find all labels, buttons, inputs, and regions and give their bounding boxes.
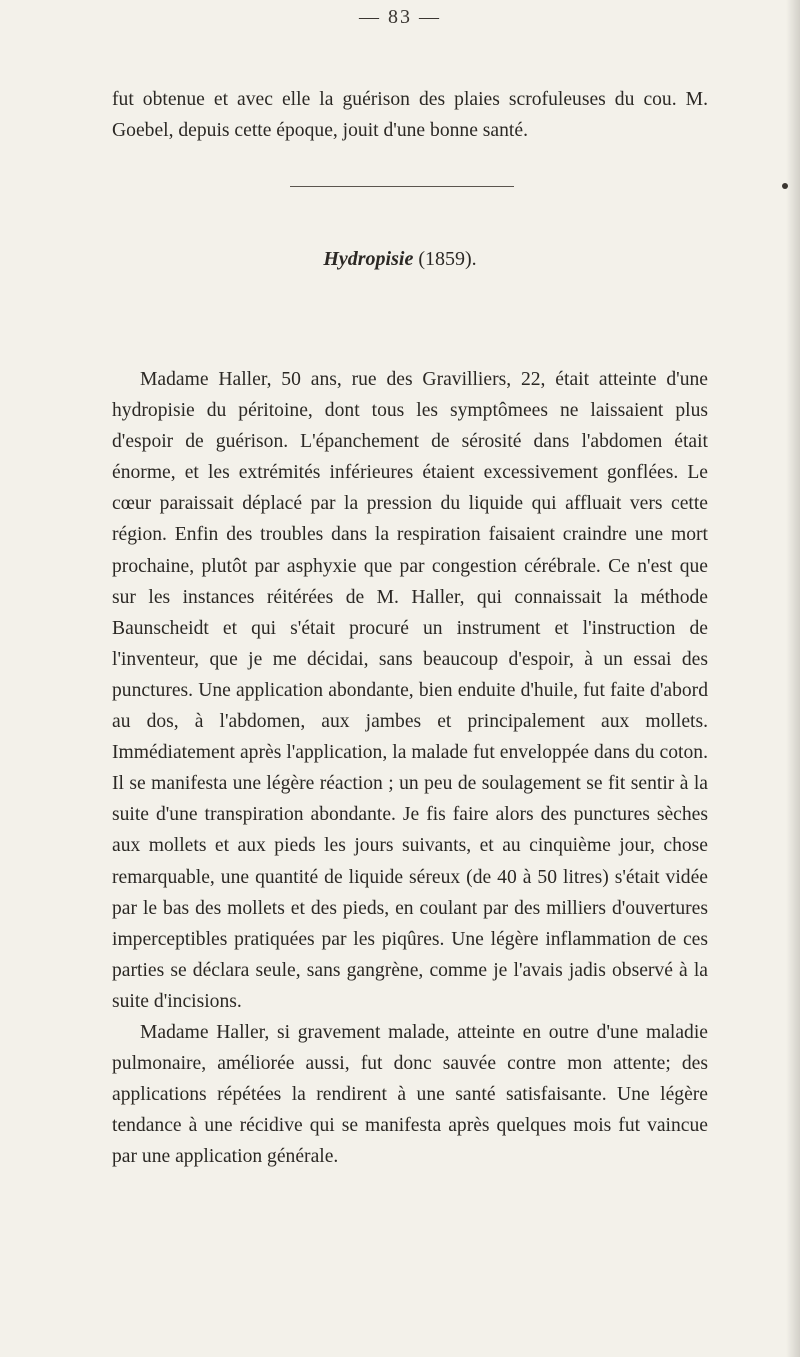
body-text [112,364,708,1172]
page-edge-shadow [786,0,800,1357]
body-paragraph: Madame Haller, 50 ans, rue des Gravilliers, 22, était atteinte d'une hydropisie du péritoine, dont tous les symptômees ne laissaient plus d'espoir de guérison. L'épanchement de sérosité dans l'abdomen était énorme, et les extrémités inférieures étaient excessivement gonflées. Le cœur paraissait déplacé par la pression du liquide qui affluait vers cette région. Enfin des troubles dans la respiration faisaient craindre une mort prochaine, plutôt par asphyxie que par congestion cérébrale. Ce n'est que sur les instances réitérées de M. Haller, qui connaissait la méthode Baunscheidt et qui s'était procuré un instrument et l'instruction de l'inventeur, que je me décidai, sans beaucoup d'espoir, à un essai des punctures. Une application abondante, bien enduite d'huile, fut faite d'abord au dos, à l'abdomen, aux jambes et principalement aux mollets. Immédiatement après l'application, la malade fut enveloppée dans du coton. Il se manifesta une légère réaction ; un peu de soulagement se fit sentir à la suite d'une transpiration abondante. Je fis faire alors des punctures sèches aux mollets et aux pieds les jours suivants, et au cinquième jour, chose remarquable, une quantité de liquide séreux (de 40 à 50 litres) s'était vidée par le bas des mollets et des pieds, en coulant par des milliers d'ouvertures imperceptibles pratiquées par les piqûres. Une légère inflammation de ces parties se déclara seule, sans gangrène, comme je l'avais jadis observé à la suite d'incisions. [112,369,708,1012]
intro-paragraph: fut obtenue et avec elle la guérison des plaies scrofuleuses du cou. M. Goebel, depuis cette époque, jouit d'une bonne santé. [112,89,708,142]
intro-text [112,84,708,146]
page-number: — 83 — [359,6,441,28]
body-paragraph: Madame Haller, si gravement malade, atteinte en outre d'une maladie pulmonaire, améliorée aussi, fut donc sauvée contre mon attente; des applications répétées la rendirent à une santé satisfaisante. Une légère tendance à une récidive qui se manifesta après quelques mois fut vaincue par une application générale. [112,1021,708,1168]
section-title: Hydropisie [323,248,414,270]
section-divider [290,186,514,187]
section-year: (1859). [418,248,477,270]
section-heading [0,248,800,271]
